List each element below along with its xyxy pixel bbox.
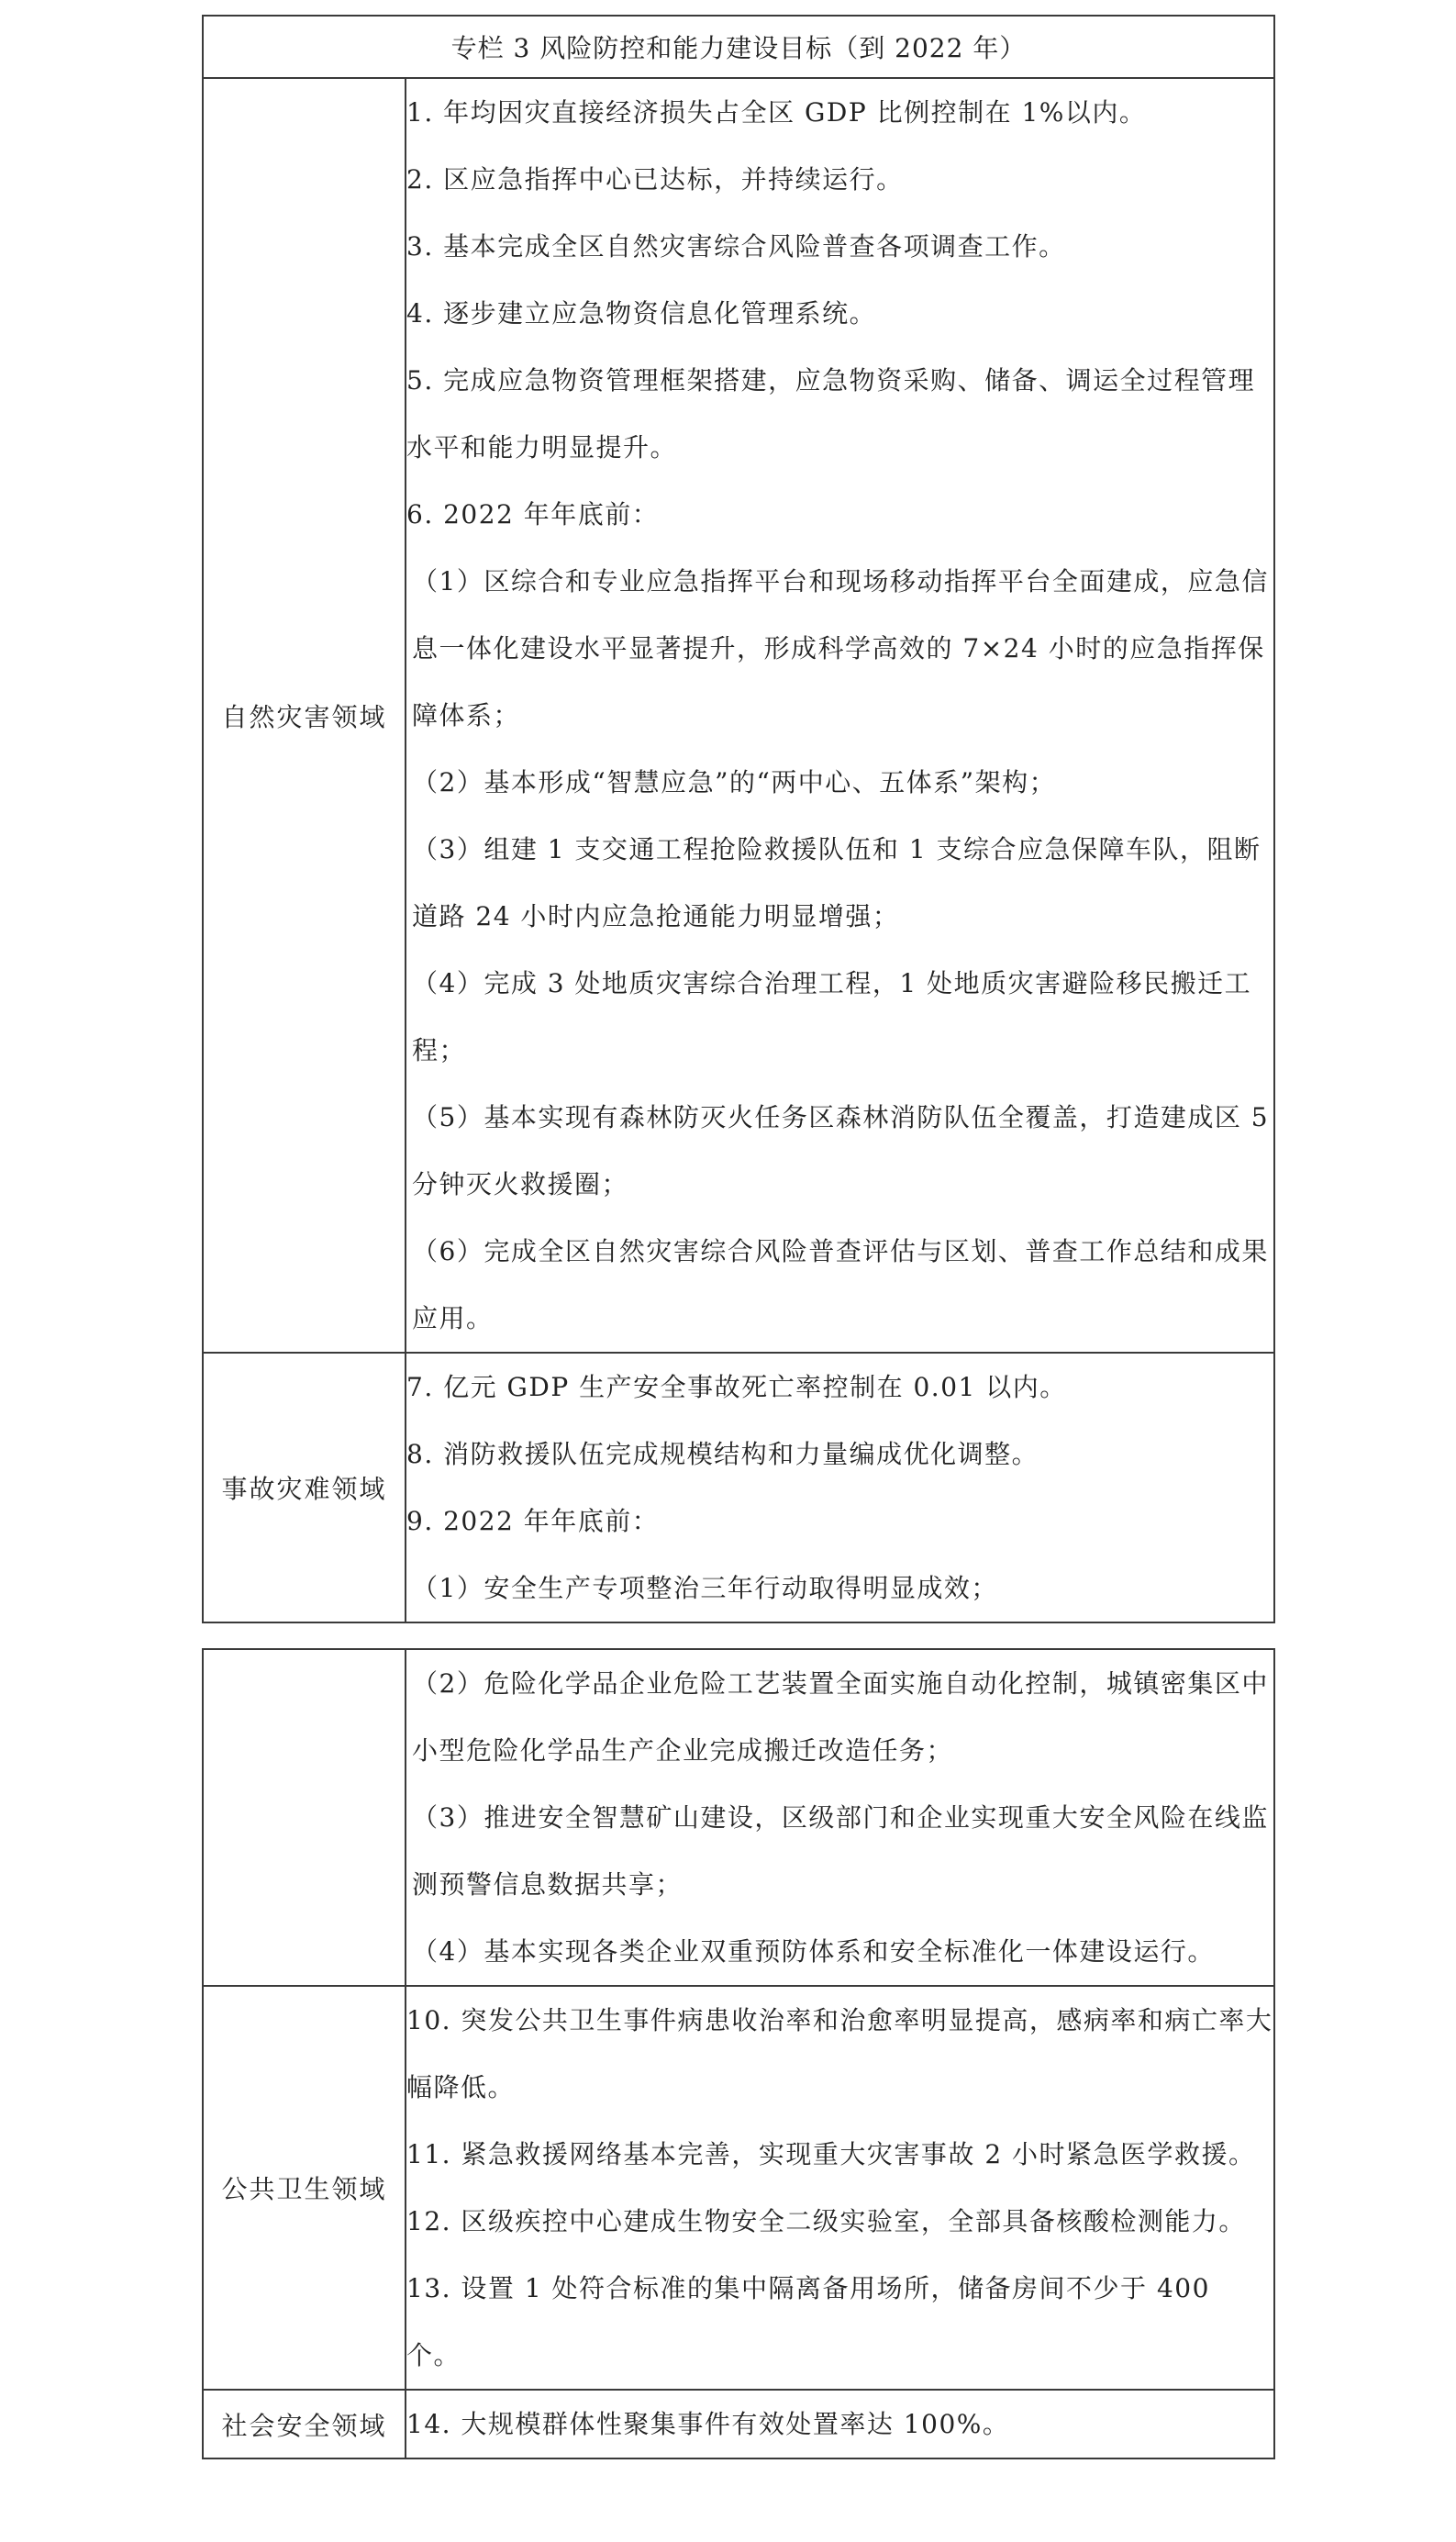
goal-item: 4. 逐步建立应急物资信息化管理系统。 — [406, 298, 877, 329]
goal-item: 10. 突发公共卫生事件病患收治率和治愈率明显提高，感病率和病亡率大幅降低。 — [406, 2005, 1273, 2102]
goal-sub-item: （4）完成 3 处地质灾害综合治理工程，1 处地质灾害避险移民搬迁工程； — [412, 968, 1252, 1065]
goal-item: 5. 完成应急物资管理框架搭建，应急物资采购、储备、调运全过程管理水平和能力明显提升。 — [406, 365, 1256, 463]
goal-sub-item: （4）基本实现各类企业双重预防体系和安全标准化一体建设运行。 — [412, 1936, 1215, 1967]
goal-item: 6. 2022 年年底前： — [406, 499, 660, 530]
category-label: 自然灾害领域 — [203, 78, 406, 1353]
section-row-public-health — [203, 1986, 1274, 2390]
section-items — [406, 78, 1274, 1353]
goal-sub-item: （1）区综合和专业应急指挥平台和现场移动指挥平台全面建成，应急信息一体化建设水平显著提升，形成科学高效的 7×24 小时的应急指挥保障体系； — [412, 566, 1269, 730]
goal-sub-item: （3）推进安全智慧矿山建设，区级部门和企业实现重大安全风险在线监测预警信息数据共享； — [412, 1802, 1269, 1900]
goal-item: 2. 区应急指挥中心已达标，并持续运行。 — [406, 164, 904, 195]
goal-item: 12. 区级疾控中心建成生物安全二级实验室，全部具备核酸检测能力。 — [406, 2206, 1246, 2236]
section-items — [406, 1649, 1274, 1986]
goal-item: 14. 大规模群体性聚集事件有效处置率达 100%。 — [406, 2409, 1010, 2439]
goal-item: 1. 年均因灾直接经济损失占全区 GDP 比例控制在 1%以内。 — [406, 97, 1147, 128]
goal-item: 9. 2022 年年底前： — [406, 1506, 660, 1536]
goal-sub-item: （2）基本形成“智慧应急”的“两中心、五体系”架构； — [412, 767, 1057, 797]
section-items — [406, 1986, 1274, 2390]
section-row-natural-disasters — [203, 78, 1274, 1353]
goal-sub-item: （1）安全生产专项整治三年行动取得明显成效； — [412, 1573, 998, 1603]
table-title-row — [203, 16, 1274, 78]
category-label — [203, 1649, 406, 1986]
goal-item: 8. 消防救援队伍完成规模结构和力量编成优化调整。 — [406, 1439, 1039, 1469]
goal-sub-item: （2）危险化学品企业危险工艺装置全面实施自动化控制，城镇密集区中小型危险化学品生产企业完成搬迁改造任务； — [412, 1668, 1269, 1766]
category-label: 社会安全领域 — [203, 2390, 406, 2458]
section-row-accidents-continued — [203, 1649, 1274, 1986]
goal-item: 3. 基本完成全区自然灾害综合风险普查各项调查工作。 — [406, 231, 1066, 262]
section-items — [406, 2390, 1274, 2458]
goals-table-part-2 — [202, 1648, 1275, 2459]
goal-sub-item: （3）组建 1 支交通工程抢险救援队伍和 1 支综合应急保障车队，阻断道路 24 小时内应急抢通能力明显增强； — [412, 834, 1261, 931]
category-label: 公共卫生领域 — [203, 1986, 406, 2390]
goal-sub-item: （6）完成全区自然灾害综合风险普查评估与区划、普查工作总结和成果应用。 — [412, 1236, 1269, 1333]
category-label: 事故灾难领域 — [203, 1353, 406, 1622]
goal-item: 11. 紧急救援网络基本完善，实现重大灾害事故 2 小时紧急医学救援。 — [406, 2139, 1256, 2169]
section-row-social-security — [203, 2390, 1274, 2458]
section-row-accidents — [203, 1353, 1274, 1622]
goal-item: 13. 设置 1 处符合标准的集中隔离备用场所，储备房间不少于 400 个。 — [406, 2273, 1210, 2370]
table-title: 专栏 3 风险防控和能力建设目标（到 2022 年） — [203, 16, 1274, 78]
section-items — [406, 1353, 1274, 1622]
goals-table-part-1 — [202, 15, 1275, 1623]
goal-item: 7. 亿元 GDP 生产安全事故死亡率控制在 0.01 以内。 — [406, 1372, 1067, 1402]
goal-sub-item: （5）基本实现有森林防灭火任务区森林消防队伍全覆盖，打造建成区 5 分钟灭火救援圈； — [412, 1102, 1270, 1199]
